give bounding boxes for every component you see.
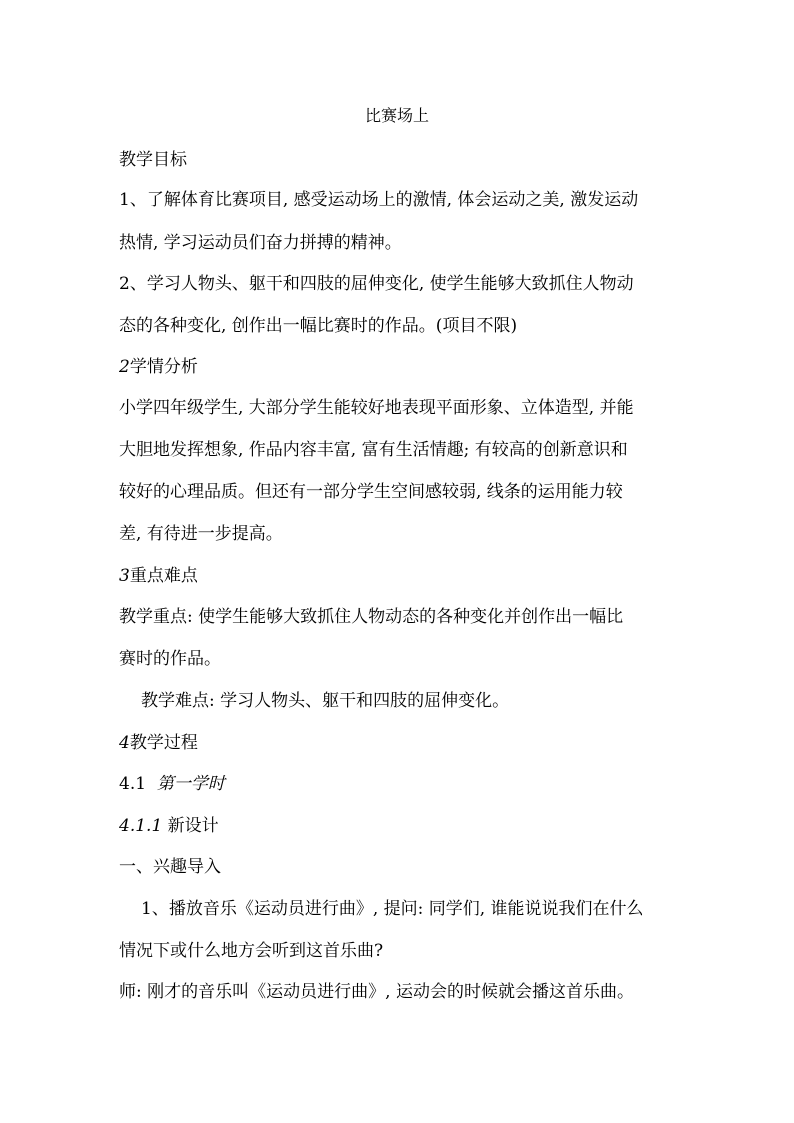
document-title: 比赛场上 (364, 106, 429, 125)
section-4-1-1 (119, 814, 219, 838)
heading-process-number: 4 (119, 733, 130, 753)
objective-1-line-2: 热情, 学习运动员们奋力拼搏的精神。 (119, 233, 402, 253)
key-point-line-1: 教学重点: 使学生能够大致抓住人物动态的各种变化并创作出一幅比 (119, 607, 624, 627)
section-4-1-number: 4.1 (119, 774, 147, 794)
heading-process-text: 教学过程 (129, 733, 198, 753)
heading-key-points-text: 重点难点 (129, 566, 198, 586)
heading-analysis (119, 355, 198, 379)
heading-key-points (119, 564, 198, 588)
heading-analysis-text: 学情分析 (129, 357, 198, 377)
analysis-line-3: 较好的心理品质。但还有一部分学生空间感较弱, 线条的运用能力较 (119, 482, 623, 502)
section-4-1-1-text: 新设计 (167, 816, 219, 836)
heading-key-points-number: 3 (119, 566, 130, 586)
heading-process (119, 731, 198, 755)
heading-analysis-number: 2 (119, 357, 130, 377)
analysis-line-1: 小学四年级学生, 大部分学生能较好地表现平面形象、立体造型, 并能 (119, 398, 634, 418)
step-1-line-1: 1、播放音乐《运动员进行曲》, 提问: 同学们, 谁能说说我们在什么 (141, 899, 644, 919)
objective-2-line-1: 2、学习人物头、躯干和四肢的屈伸变化, 使学生能够大致抓住人物动 (119, 274, 634, 294)
analysis-line-2: 大胆地发挥想象, 作品内容丰富, 富有生活情趣; 有较高的创新意识和 (119, 440, 628, 460)
objective-2-line-2: 态的各种变化, 创作出一幅比赛时的作品。(项目不限) (119, 316, 518, 336)
teacher-line: 师: 刚才的音乐叫《运动员进行曲》, 运动会的时候就会播这首乐曲。 (119, 982, 634, 1002)
key-point-line-2: 赛时的作品。 (119, 649, 221, 669)
heading-objectives: 教学目标 (119, 150, 187, 170)
section-4-1-1-number: 4.1.1 (119, 816, 163, 836)
step-1-line-2: 情况下或什么地方会听到这首乐曲? (119, 941, 384, 961)
section-4-1 (119, 772, 225, 796)
objective-1-line-1: 1、了解体育比赛项目, 感受运动场上的激情, 体会运动之美, 激发运动 (119, 190, 639, 210)
section-4-1-text: 第一学时 (156, 774, 225, 794)
part-1-heading: 一、兴趣导入 (119, 857, 221, 877)
analysis-line-4: 差, 有待进一步提高。 (119, 524, 283, 544)
difficulty-line: 教学难点: 学习人物头、躯干和四肢的屈伸变化。 (141, 691, 510, 711)
